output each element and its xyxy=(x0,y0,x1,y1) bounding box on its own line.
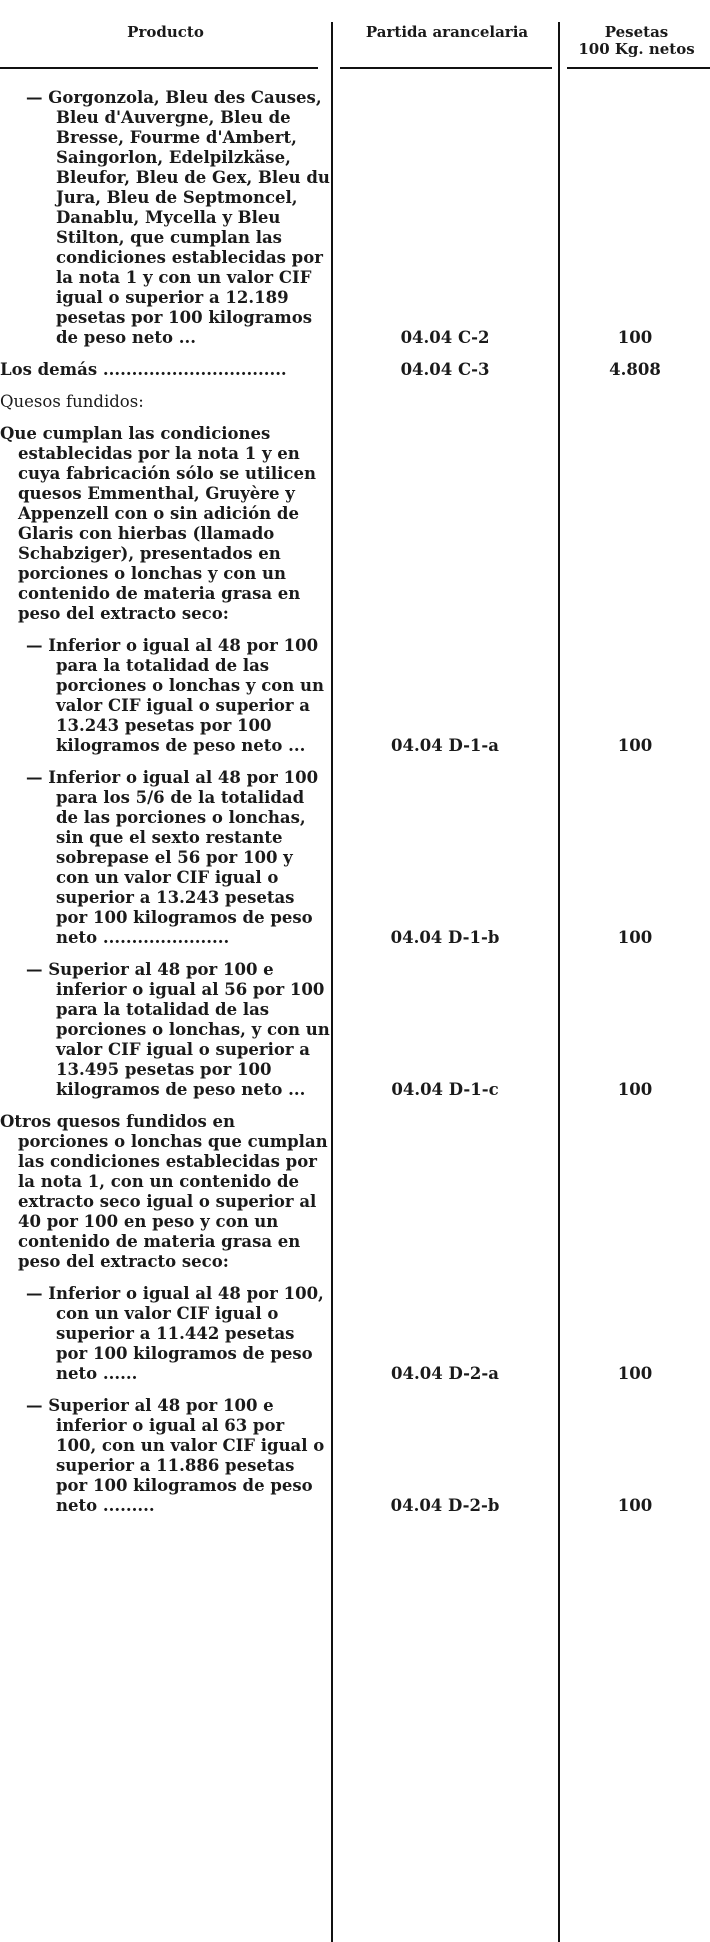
code-cell: 04.04 D-2-b xyxy=(390,1496,500,1515)
code-cell: 04.04 C-3 xyxy=(400,360,490,379)
entry-text: — Gorgonzola, Bleu des Causes, Bleu d'Auvergne, Bleu de Bresse, Fourme d'Ambert, Saingorlon, Edelpilzkäse, Bleufor, Bleu de Gex, Bleu du Jura, Bleu de Septmoncel, Danablu, Mycella y Bleu Stilton, que cumplan las condiciones establecidas por la nota 1 y con un valor CIF igual o superior a 12.189 pesetas por 100 kilogramos de peso neto ... xyxy=(26,88,330,347)
column-rule-left xyxy=(331,22,333,1942)
code-cell: 04.04 D-2-a xyxy=(391,1364,499,1383)
entry-text: — Superior al 48 por 100 e inferior o igual al 56 por 100 para la totalidad de las porciones o lonchas, y con un valor CIF igual o superior a 13.495 pesetas por 100 kilogramos de peso neto ... xyxy=(26,960,330,1099)
column-rule-right xyxy=(558,22,560,1942)
value-cell: 100 xyxy=(617,1080,653,1099)
code-cell: 04.04 D-1-a xyxy=(391,736,499,755)
header-pesetas-line1: Pesetas xyxy=(604,23,669,41)
entry-los-demas xyxy=(0,360,330,380)
entry-d1c xyxy=(0,960,330,1100)
value-cell: 100 xyxy=(617,928,653,947)
entry-d1b xyxy=(0,768,330,948)
value-cell: 100 xyxy=(617,1364,653,1383)
entry-text: — Inferior o igual al 48 por 100 para la totalidad de las porciones o lonchas y con un valor CIF igual o superior a 13.243 pesetas por 100 kilogramos de peso neto ... xyxy=(26,636,324,755)
value-cell: 100 xyxy=(617,328,653,347)
entry-otros-quesos xyxy=(0,1112,330,1272)
code-cell: 04.04 D-1-b xyxy=(390,928,500,947)
value-cell: 100 xyxy=(617,1496,653,1515)
header-rule-partida xyxy=(340,67,552,69)
entry-text: Los demás ................................ xyxy=(0,360,287,379)
entry-quesos-fundidos xyxy=(0,392,330,412)
header-rule-pesetas xyxy=(567,67,710,69)
entry-text: — Superior al 48 por 100 e inferior o igual al 63 por 100, con un valor CIF igual o superior a 11.886 pesetas por 100 kilogramos de peso neto ......... xyxy=(26,1396,325,1515)
code-cell: 04.04 C-2 xyxy=(400,328,490,347)
entry-d2a xyxy=(0,1284,330,1384)
header-pesetas-line2: 100 Kg. netos xyxy=(578,40,695,58)
product-column xyxy=(0,88,330,1528)
header-producto: Producto xyxy=(127,23,204,41)
entry-que-cumplan xyxy=(0,424,330,624)
header-partida: Partida arancelaria xyxy=(365,23,529,41)
entry-d2b xyxy=(0,1396,330,1516)
entry-text: Quesos fundidos: xyxy=(0,392,144,411)
entry-text: Otros quesos fundidos en porciones o lonchas que cumplan las condiciones establecidas por la nota 1, con un contenido de extracto seco igual o superior al 40 por 100 en peso y con un contenido de materia grasa en peso del extracto seco: xyxy=(0,1112,328,1271)
header-rule-producto xyxy=(0,67,318,69)
entry-d1a xyxy=(0,636,330,756)
value-cell: 100 xyxy=(617,736,653,755)
entry-text: — Inferior o igual al 48 por 100, con un valor CIF igual o superior a 11.442 pesetas por 100 kilogramos de peso neto ...... xyxy=(26,1284,324,1383)
value-cell: 4.808 xyxy=(609,360,661,379)
entry-gorgonzola xyxy=(0,88,330,348)
entry-text: Que cumplan las condiciones establecidas por la nota 1 y en cuya fabricación sólo se utilicen quesos Emmenthal, Gruyère y Appenzell con o sin adición de Glaris con hierbas (llamado Schabziger), presentados en porciones o lonchas y con un contenido de materia grasa en peso del extracto seco: xyxy=(0,424,316,623)
entry-text: — Inferior o igual al 48 por 100 para los 5/6 de la totalidad de las porciones o lonchas, sin que el sexto restante sobrepase el 56 por 100 y con un valor CIF igual o superior a 13.243 pesetas por 100 kilogramos de peso neto ...................... xyxy=(26,768,319,947)
code-cell: 04.04 D-1-c xyxy=(391,1080,499,1099)
header-pesetas xyxy=(563,24,710,58)
